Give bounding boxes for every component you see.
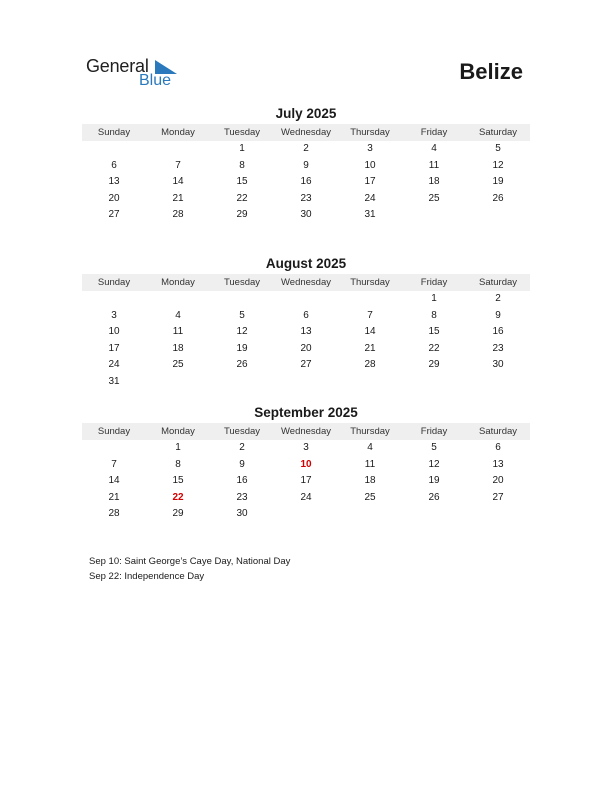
empty-day-cell xyxy=(82,291,146,308)
empty-day-cell xyxy=(274,506,338,523)
day-cell: 24 xyxy=(364,192,376,204)
empty-day-cell xyxy=(402,506,466,523)
day-cell: 31 xyxy=(108,375,120,387)
weekday-label: Saturday xyxy=(478,277,518,288)
day-cell: 19 xyxy=(236,342,248,354)
week-row xyxy=(82,291,530,308)
weekday-label: Saturday xyxy=(478,127,518,138)
week-row xyxy=(82,174,530,191)
day-cell: 25 xyxy=(364,491,376,503)
day-cell: 10 xyxy=(364,159,376,171)
week-row xyxy=(82,490,530,507)
weekday-label: Monday xyxy=(161,277,195,288)
month-title: September 2025 xyxy=(254,405,358,420)
day-cell: 19 xyxy=(492,176,504,188)
day-cell: 1 xyxy=(175,442,181,453)
day-cell: 4 xyxy=(367,442,373,453)
day-cell: 9 xyxy=(495,309,501,321)
month-title: July 2025 xyxy=(275,106,337,121)
empty-day-cell xyxy=(338,374,402,391)
holiday-note: Sep 22: Independence Day xyxy=(89,570,205,582)
month-grid xyxy=(82,291,530,391)
day-cell: 16 xyxy=(236,475,248,487)
day-cell: 1 xyxy=(431,293,437,304)
empty-day-cell xyxy=(338,506,402,523)
day-cell: 4 xyxy=(175,309,181,321)
empty-day-cell xyxy=(146,374,210,391)
day-cell: 6 xyxy=(303,309,309,321)
logo-general-text: General xyxy=(86,56,149,76)
day-cell: 16 xyxy=(492,326,504,338)
day-cell: 21 xyxy=(172,192,184,204)
day-cell: 12 xyxy=(236,326,248,338)
day-cell: 17 xyxy=(108,342,120,354)
day-cell: 14 xyxy=(108,475,120,487)
weekday-label: Sunday xyxy=(97,426,131,437)
day-cell: 8 xyxy=(175,458,181,470)
day-cell: 26 xyxy=(236,359,248,371)
month-title: August 2025 xyxy=(265,256,347,271)
day-cell: 6 xyxy=(495,442,501,453)
day-cell: 27 xyxy=(300,359,312,371)
weekday-header xyxy=(82,423,530,440)
holiday-notes xyxy=(89,555,290,584)
day-cell: 8 xyxy=(431,309,437,321)
empty-day-cell xyxy=(466,207,530,224)
weekday-label: Wednesday xyxy=(281,277,331,288)
day-cell: 20 xyxy=(492,475,504,487)
day-cell: 9 xyxy=(239,458,245,470)
day-cell: 14 xyxy=(172,176,184,188)
weekday-label: Thursday xyxy=(350,277,390,288)
month-september xyxy=(82,405,530,523)
week-row xyxy=(82,141,530,158)
weekday-label: Monday xyxy=(161,127,195,138)
weekday-label: Saturday xyxy=(478,426,518,437)
day-cell: 22 xyxy=(428,342,440,354)
day-cell: 24 xyxy=(108,359,120,371)
empty-day-cell xyxy=(402,374,466,391)
empty-day-cell xyxy=(466,374,530,391)
day-cell: 15 xyxy=(428,326,440,338)
day-cell: 20 xyxy=(300,342,312,354)
day-cell: 17 xyxy=(364,176,376,188)
week-row xyxy=(82,473,530,490)
week-row xyxy=(82,357,530,374)
day-cell: 2 xyxy=(239,442,245,453)
day-cell: 11 xyxy=(428,159,440,171)
empty-day-cell xyxy=(146,141,210,158)
day-cell: 26 xyxy=(492,192,504,204)
empty-day-cell xyxy=(338,291,402,308)
day-cell: 28 xyxy=(364,359,376,371)
day-cell: 30 xyxy=(236,508,248,520)
day-cell: 7 xyxy=(175,159,181,171)
day-cell: 8 xyxy=(239,159,245,171)
day-cell: 27 xyxy=(492,491,504,503)
day-cell: 20 xyxy=(108,192,120,204)
day-cell: 28 xyxy=(172,209,184,221)
weekday-label: Friday xyxy=(420,127,448,138)
week-row xyxy=(82,191,530,208)
day-cell: 25 xyxy=(172,359,184,371)
day-cell: 30 xyxy=(492,359,504,371)
day-cell: 25 xyxy=(428,192,440,204)
day-cell: 2 xyxy=(495,293,501,304)
weekday-label: Tuesday xyxy=(223,277,261,288)
weekday-label: Monday xyxy=(161,426,195,437)
holiday-note: Sep 10: Saint George’s Caye Day, National Day xyxy=(89,556,291,567)
empty-day-cell xyxy=(146,291,210,308)
day-cell: 22 xyxy=(236,192,248,204)
day-cell: 9 xyxy=(303,159,309,171)
empty-day-cell xyxy=(466,506,530,523)
day-cell: 21 xyxy=(364,342,376,354)
day-cell: 12 xyxy=(492,159,504,171)
weekday-label: Friday xyxy=(420,426,448,437)
day-cell: 19 xyxy=(428,475,440,487)
weekday-label: Wednesday xyxy=(281,127,331,138)
day-cell: 3 xyxy=(367,143,373,154)
day-cell: 4 xyxy=(431,143,437,154)
day-cell: 21 xyxy=(108,491,120,503)
day-cell: 3 xyxy=(303,442,309,453)
day-cell: 5 xyxy=(495,143,501,154)
day-cell: 29 xyxy=(236,209,248,221)
weekday-label: Thursday xyxy=(350,127,390,138)
week-row xyxy=(82,506,530,523)
day-cell: 14 xyxy=(364,326,376,338)
holiday-day-cell: 22 xyxy=(172,491,184,503)
day-cell: 13 xyxy=(492,458,504,470)
week-row xyxy=(82,440,530,457)
day-cell: 18 xyxy=(172,342,184,354)
week-row xyxy=(82,207,530,224)
day-cell: 23 xyxy=(300,192,312,204)
empty-day-cell xyxy=(82,440,146,457)
week-row xyxy=(82,341,530,358)
day-cell: 5 xyxy=(239,309,245,321)
logo-blue-text: Blue xyxy=(139,72,172,89)
weekday-label: Tuesday xyxy=(223,127,261,138)
day-cell: 31 xyxy=(364,209,376,221)
day-cell: 18 xyxy=(428,176,440,188)
week-row xyxy=(82,324,530,341)
day-cell: 1 xyxy=(239,143,245,154)
day-cell: 6 xyxy=(111,159,117,171)
empty-day-cell xyxy=(274,374,338,391)
weekday-label: Thursday xyxy=(350,426,390,437)
weekday-label: Sunday xyxy=(97,127,131,138)
day-cell: 29 xyxy=(428,359,440,371)
day-cell: 11 xyxy=(364,458,376,470)
weekday-header xyxy=(82,274,530,291)
holiday-day-cell: 10 xyxy=(300,458,312,470)
day-cell: 23 xyxy=(236,491,248,503)
day-cell: 12 xyxy=(428,458,440,470)
day-cell: 27 xyxy=(108,209,120,221)
empty-day-cell xyxy=(402,207,466,224)
day-cell: 7 xyxy=(367,309,373,321)
day-cell: 16 xyxy=(300,176,312,188)
day-cell: 10 xyxy=(108,326,120,338)
day-cell: 30 xyxy=(300,209,312,221)
day-cell: 24 xyxy=(300,491,312,503)
day-cell: 2 xyxy=(303,143,309,154)
day-cell: 15 xyxy=(172,475,184,487)
day-cell: 7 xyxy=(111,458,117,470)
day-cell: 17 xyxy=(300,475,312,487)
day-cell: 29 xyxy=(172,508,184,520)
day-cell: 26 xyxy=(428,491,440,503)
day-cell: 11 xyxy=(172,326,184,338)
empty-day-cell xyxy=(210,374,274,391)
day-cell: 5 xyxy=(431,442,437,453)
week-row xyxy=(82,158,530,175)
week-row xyxy=(82,308,530,325)
week-row xyxy=(82,457,530,474)
weekday-label: Sunday xyxy=(97,277,131,288)
month-grid xyxy=(82,440,530,523)
weekday-label: Wednesday xyxy=(281,426,331,437)
general-blue-logo xyxy=(86,56,186,92)
weekday-label: Friday xyxy=(420,277,448,288)
empty-day-cell xyxy=(210,291,274,308)
month-august xyxy=(82,256,530,391)
weekday-label: Tuesday xyxy=(223,426,261,437)
country-title: Belize xyxy=(459,59,523,84)
month-july xyxy=(82,106,530,224)
day-cell: 13 xyxy=(300,326,312,338)
day-cell: 15 xyxy=(236,176,248,188)
day-cell: 3 xyxy=(111,309,117,321)
month-grid xyxy=(82,141,530,224)
day-cell: 28 xyxy=(108,508,120,520)
day-cell: 13 xyxy=(108,176,120,188)
week-row xyxy=(82,374,530,391)
empty-day-cell xyxy=(82,141,146,158)
empty-day-cell xyxy=(274,291,338,308)
day-cell: 23 xyxy=(492,342,504,354)
weekday-header xyxy=(82,124,530,141)
day-cell: 18 xyxy=(364,475,376,487)
